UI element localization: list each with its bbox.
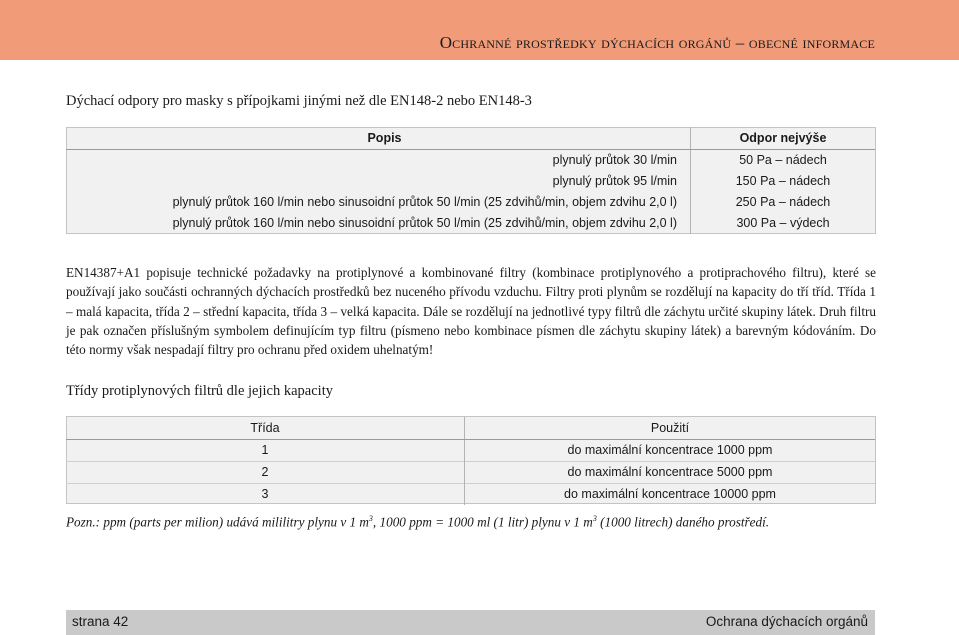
table-row [66,213,875,234]
table-cell-class: 2 [66,462,465,484]
table-header-row [66,417,875,440]
footnote-label: Pozn. [66,514,96,530]
filter-class-table [66,417,875,505]
body-paragraph [66,263,876,359]
footnote-text-1: : ppm (parts per milion) udává mililitry plynu v 1 m [95,514,369,530]
column-header-usage: Použití [465,417,876,440]
table-cell-class: 3 [66,484,465,506]
table-cell-description: plynulý průtok 95 l/min [66,171,691,192]
table-cell-usage: do maximální koncentrace 1000 ppm [567,443,773,457]
table-row [66,192,875,213]
footnote-superscript: 3 [368,514,373,523]
table-cell-resistance: 300 Pa – výdech [736,216,830,230]
table-cell-resistance: 50 Pa – nádech [739,153,827,167]
column-header-class: Třída [66,417,465,440]
table-header-row [66,127,875,150]
column-header-description-label: Popis [367,130,402,145]
column-header-description [66,127,691,150]
table-cell-resistance: 150 Pa – nádech [735,174,831,188]
footnote [66,514,876,530]
page-number: strana 42 [72,614,129,629]
paragraph-sentence-2: Třída 1 – malá kapacita, třída 2 – střední kapacita, třída 3 – velká kapacita. Dále se rozdělují na jednotlivé typy filtrů dle záchytu určité skupiny látek. Druh filtru je pak označen příslušným symbolem definujícím typ filtru (písmeno nebo kombinace písmen dle záchytu skupiny látek) a barevným kódováním. Do této normy však nespadají filtry pro ochranu před oxidem uhelnatým! [66,284,877,358]
footnote-superscript: 3 [592,514,597,523]
footer-section-title: Ochrana dýchacích orgánů [705,614,868,629]
section-title-breathing-resistance: Dýchací odpory pro masky s přípojkami jinými než dle EN148-2 nebo EN148-3 [66,93,532,109]
footnote-text-2: , 1000 ppm = 1000 ml (1 litr) plynu v 1 m [372,514,593,530]
table-row [66,484,875,506]
table-cell-description: plynulý průtok 160 l/min nebo sinusoidní průtok 50 l/min (25 zdvihů/min, objem zdvihu 2,0 l) [66,192,691,213]
paragraph-sentence-1: EN14387+A1 popisuje technické požadavky na protiplynové a kombinované filtry (kombinace protiplynového a protiprachového filtru), které se používají jako součásti ochranných dýchacích prostředků bez nuceného přívodu vzduchu. Filtry proti plynům se rozdělují na kapacity do tří tříd. [66,265,876,300]
table-row [66,440,875,462]
table-row [66,150,875,172]
column-header-resistance: Odpor nejvýše [691,127,876,150]
table-cell-resistance: 250 Pa – nádech [735,195,831,209]
page-header-title: Ochranné prostředky dýchacích orgánů – obecné informace [439,33,875,52]
section-title-filter-classes: Třídy protiplynových filtrů dle jejich kapacity [66,383,333,399]
table-cell-class: 1 [66,440,465,462]
table-row [66,462,875,484]
table-cell-usage: do maximální koncentrace 5000 ppm [465,462,876,484]
table-cell-description: plynulý průtok 30 l/min [66,150,691,172]
footnote-text-3: (1000 litrech) daného prostředí. [596,514,770,530]
table-cell-description: plynulý průtok 160 l/min nebo sinusoidní průtok 50 l/min (25 zdvihů/min, objem zdvihu 2,0 l) [66,213,691,234]
resistance-table [66,127,875,234]
table-row [66,171,875,192]
table-cell-usage: do maximální koncentrace 10000 ppm [465,484,876,506]
